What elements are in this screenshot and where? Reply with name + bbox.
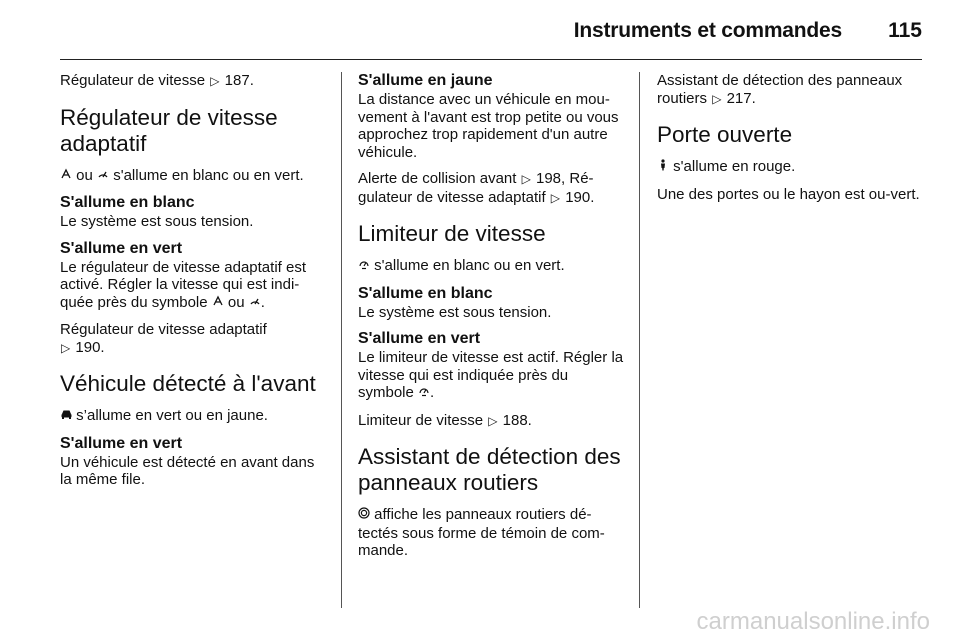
cross-reference-text: Régulateur de vitesse adaptatif xyxy=(60,321,267,338)
cross-reference xyxy=(358,412,626,431)
paragraph-end: . xyxy=(260,293,265,311)
cross-reference-text: Alerte de collision avant xyxy=(358,170,521,187)
section-body xyxy=(358,506,626,560)
paragraph: Une des portes ou le hayon est ou-vert. xyxy=(657,185,920,203)
column-divider xyxy=(341,72,342,608)
subheading: S'allume en blanc xyxy=(358,284,493,302)
adaptive-cruise-icon xyxy=(60,168,72,186)
page-ref-link[interactable]: 190. xyxy=(75,338,105,356)
subheading: S'allume en jaune xyxy=(358,72,493,89)
body-text: s'allume en blanc ou en vert. xyxy=(370,257,565,274)
section-body xyxy=(60,167,330,186)
page-ref-arrow-icon: ▷ xyxy=(61,340,71,355)
cross-reference xyxy=(358,170,626,207)
page-ref-arrow-icon: ▷ xyxy=(488,413,498,428)
header-rule xyxy=(60,59,922,60)
cross-reference-text: Assistant de détection des panneaux routiers xyxy=(657,72,903,107)
paragraph-end: . xyxy=(430,384,435,401)
column-3 xyxy=(657,72,927,212)
body-text: s'allume en rouge. xyxy=(669,158,796,175)
paragraph-text: Le limiteur de vitesse est actif. Régler la vitesse qui est indiquée près du symbole xyxy=(358,349,624,401)
intro-text: Régulateur de vitesse xyxy=(60,72,206,89)
column-2 xyxy=(358,72,626,569)
paragraph-or: ou xyxy=(223,293,249,311)
section-title: Régulateur de vitesse adaptatif xyxy=(60,104,278,156)
page-header xyxy=(0,0,960,60)
page-ref-arrow-icon: ▷ xyxy=(712,91,722,106)
page-ref-arrow-icon: ▷ xyxy=(210,74,220,88)
traffic-sign-icon xyxy=(358,507,370,525)
page-ref-link[interactable]: 198, Ré-gulateur de vitesse adaptatif xyxy=(358,170,594,206)
page-number: 115 xyxy=(888,19,922,42)
paragraph: Le système est sous tension. xyxy=(358,303,552,321)
subheading: S'allume en vert xyxy=(60,434,183,452)
section-body xyxy=(60,407,330,426)
body-text: s’allume en vert ou en jaune. xyxy=(72,407,268,424)
subheading: S'allume en blanc xyxy=(60,194,195,211)
subheading: S'allume en vert xyxy=(358,330,481,347)
cross-reference-text: Limiteur de vitesse xyxy=(358,411,488,429)
body-text: affiche les panneaux routiers dé-tectés sous forme de témoin de com-mande. xyxy=(358,506,605,559)
speed-limiter-icon xyxy=(418,385,430,403)
adaptive-cruise-icon xyxy=(249,295,261,313)
page-ref-link[interactable]: 190. xyxy=(565,188,595,206)
watermark: carmanualsonline.info xyxy=(696,608,930,635)
door-open-icon xyxy=(657,159,669,177)
paragraph xyxy=(60,259,330,313)
paragraph: Le système est sous tension. xyxy=(60,213,254,230)
section-title: Limiteur de vitesse xyxy=(358,221,546,246)
vehicle-ahead-icon xyxy=(60,408,72,426)
adaptive-cruise-icon xyxy=(212,295,224,313)
section-title: Véhicule détecté à l'avant xyxy=(60,371,316,396)
page-ref-link[interactable]: 188. xyxy=(502,411,532,429)
speed-limiter-icon xyxy=(358,258,370,276)
section-title: Porte ouverte xyxy=(657,122,793,147)
section-body xyxy=(657,158,927,177)
column-1 xyxy=(60,72,330,498)
column-divider xyxy=(639,72,640,608)
section-body xyxy=(358,257,626,276)
body-text: s'allume en blanc ou en vert. xyxy=(109,166,304,184)
page-ref-link[interactable]: 187. xyxy=(224,72,254,89)
header-title: Instruments et commandes xyxy=(573,19,842,42)
section-title: Assistant de détection des panneaux routiers xyxy=(358,444,621,495)
page-ref-arrow-icon: ▷ xyxy=(521,172,531,186)
adaptive-cruise-icon xyxy=(97,168,109,186)
page-ref-link[interactable]: 217. xyxy=(726,89,756,107)
cross-reference xyxy=(657,72,927,108)
body-or: ou xyxy=(72,166,98,184)
paragraph xyxy=(358,349,626,403)
subheading: S'allume en vert xyxy=(60,239,183,257)
cross-reference xyxy=(60,321,330,357)
page-ref-arrow-icon: ▷ xyxy=(550,190,561,205)
intro-paragraph xyxy=(60,72,330,91)
paragraph-text: Le régulateur de vitesse adaptatif est activé. Régler la vitesse qui est indi-quée près du symbole xyxy=(60,258,306,311)
paragraph: La distance avec un véhicule en mou-vement à l'avant est trop petite ou vous approchez trop rapidement d'un autre véhicule. xyxy=(358,91,619,161)
paragraph: Un véhicule est détecté en avant dans la même file. xyxy=(60,453,315,488)
